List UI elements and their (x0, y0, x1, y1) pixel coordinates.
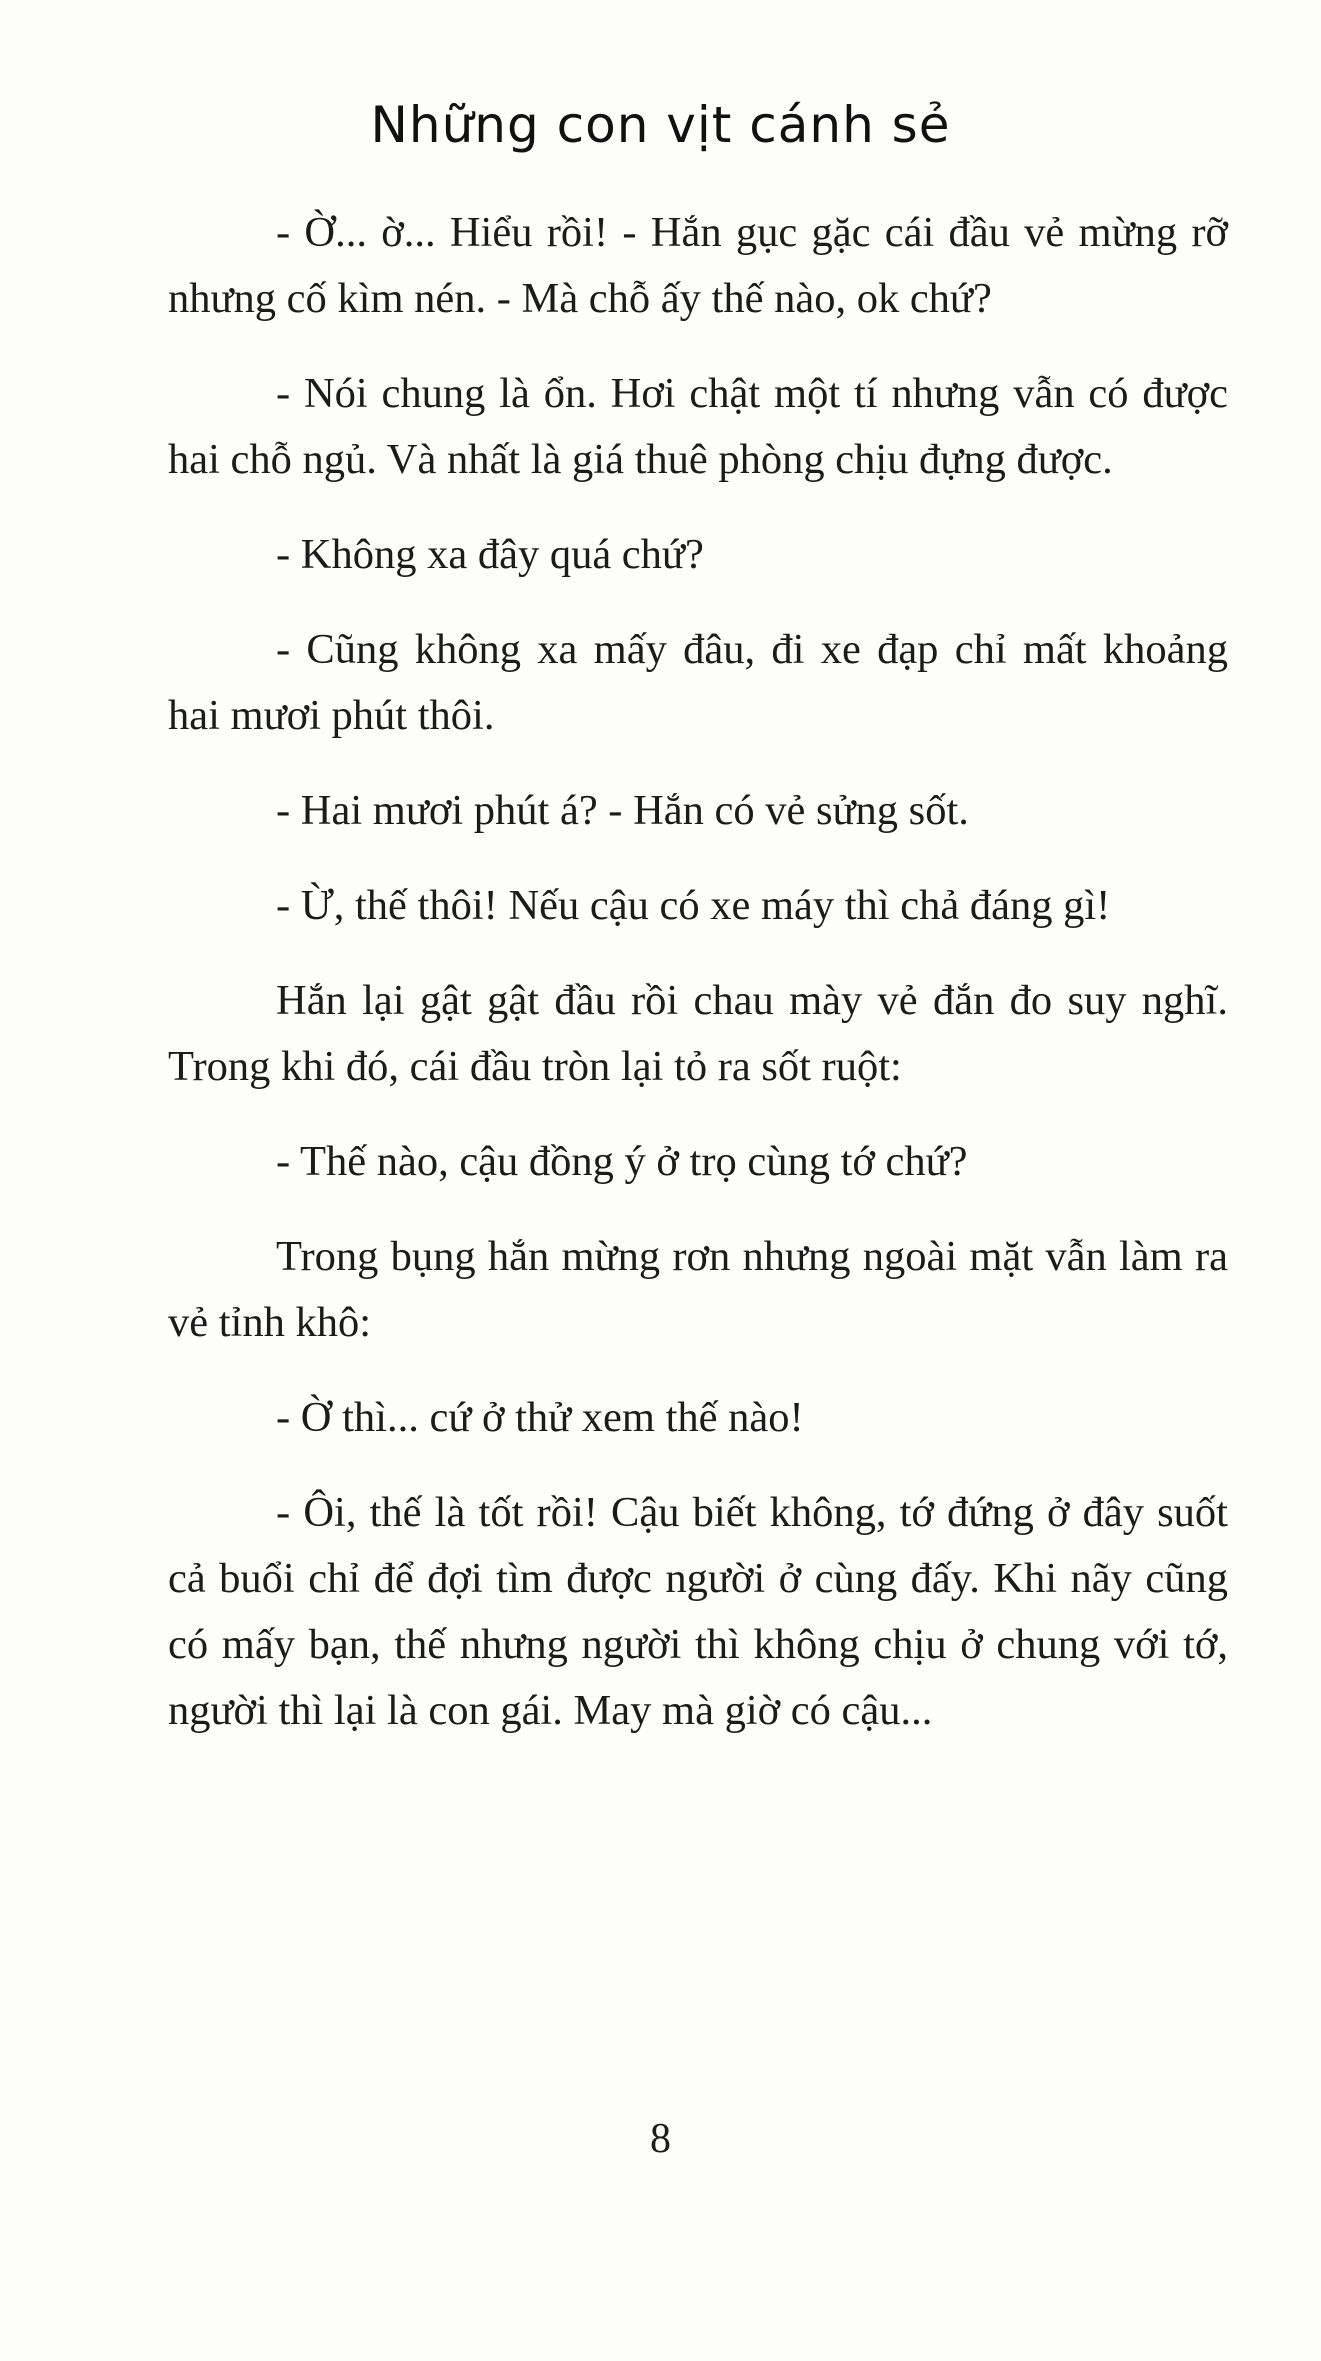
paragraph: - Hai mươi phút á? - Hắn có vẻ sửng sốt. (276, 787, 969, 834)
paragraph: Trong bụng hắn mừng rơn nhưng ngoài mặt vẫn làm ra vẻ tỉnh khô: (168, 1233, 1228, 1346)
paragraph: Hắn lại gật gật đầu rồi chau mày vẻ đắn đo suy nghĩ. Trong khi đó, cái đầu tròn lại tỏ ra sốt ruột: (168, 977, 1228, 1090)
paragraph: - Không xa đây quá chứ? (276, 531, 704, 578)
running-header-title: Những con vịt cánh sẻ (370, 96, 951, 154)
paragraph: - Ờ thì... cứ ở thử xem thế nào! (276, 1394, 804, 1441)
paragraph: - Nói chung là ổn. Hơi chật một tí nhưng vẫn có được hai chỗ ngủ. Và nhất là giá thuê phòng chịu đựng được. (168, 370, 1228, 483)
paragraph: - Ôi, thế là tốt rồi! Cậu biết không, tớ đứng ở đây suốt cả buổi chỉ để đợi tìm được người ở cùng đấy. Khi nãy cũng có mấy bạn, thế nhưng người thì không chịu ở chung với tớ, người thì lại là con gái. May mà giờ có cậu... (168, 1489, 1228, 1734)
paragraph: - Ừ, thế thôi! Nếu cậu có xe máy thì chả đáng gì! (276, 882, 1111, 929)
paragraph: - Ờ... ờ... Hiểu rồi! - Hắn gục gặc cái đầu vẻ mừng rỡ nhưng cố kìm nén. - Mà chỗ ấy thế nào, ok chứ? (168, 209, 1228, 322)
paragraph: - Cũng không xa mấy đâu, đi xe đạp chỉ mất khoảng hai mươi phút thôi. (168, 626, 1228, 739)
page-number: 8 (650, 2116, 671, 2162)
paragraph: - Thế nào, cậu đồng ý ở trọ cùng tớ chứ? (276, 1138, 968, 1185)
body-text (168, 200, 1228, 1773)
